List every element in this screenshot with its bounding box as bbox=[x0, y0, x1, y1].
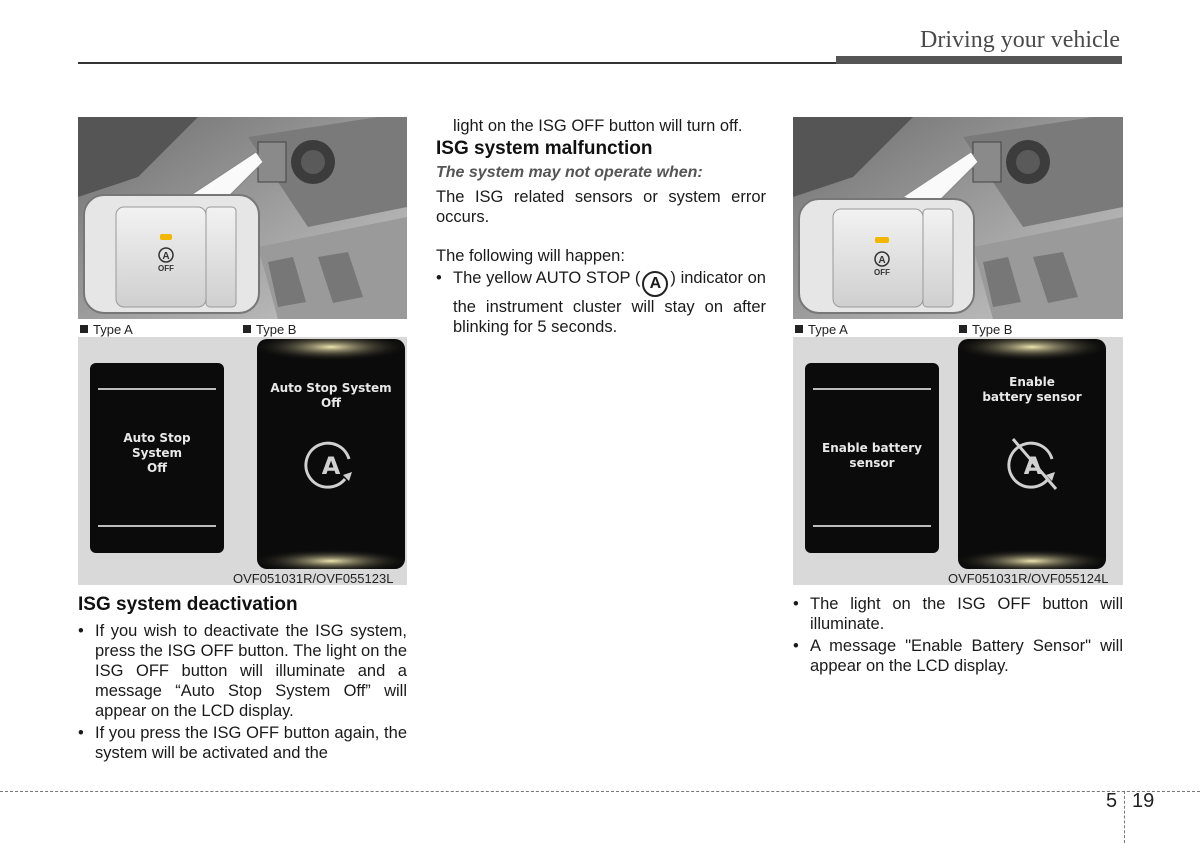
lcd-display-type-b bbox=[257, 339, 405, 569]
header-rule bbox=[78, 62, 838, 64]
list-item: • The yellow AUTO STOP ( A ) indicator on the instrument cluster will stay on after blinking for 5 seconds. bbox=[436, 268, 766, 337]
isg-off-button-label: OFF bbox=[874, 268, 890, 277]
footer-page-separator bbox=[1124, 791, 1125, 843]
lcd-display-type-a bbox=[805, 363, 939, 553]
svg-text:A: A bbox=[162, 251, 170, 262]
isg-button-photo-left bbox=[78, 117, 407, 319]
heading-isg-deactivation: ISG system deactivation bbox=[78, 594, 298, 615]
lcd-message: Auto Stop System Off bbox=[270, 381, 392, 410]
list-item: • A message "Enable Battery Sensor" will appear on the LCD display. bbox=[793, 636, 1123, 676]
dashboard-illustration bbox=[793, 117, 1123, 319]
lcd-figure-left bbox=[78, 337, 407, 585]
isg-off-button-label: OFF bbox=[158, 264, 174, 273]
svg-text:A: A bbox=[321, 452, 341, 480]
caption-type-b-left: Type B bbox=[243, 322, 296, 337]
caption-type-a-left: Type A bbox=[80, 322, 133, 337]
list-item: • If you wish to deactivate the ISG system, press the ISG OFF button. The light on the ISG OFF button will illuminate and a message “Auto Stop System Off” will appear on the LCD display. bbox=[78, 621, 407, 721]
lcd-divider bbox=[98, 525, 216, 527]
svg-text:A: A bbox=[1023, 452, 1043, 480]
battery-sensor-bullets bbox=[793, 594, 1123, 678]
svg-text:A: A bbox=[878, 255, 886, 266]
caption-type-b-right: Type B bbox=[959, 322, 1012, 337]
list-item: • If you press the ISG OFF button again, the system will be activated and the bbox=[78, 723, 407, 763]
lcd-figure-right bbox=[793, 337, 1123, 585]
auto-stop-icon: A bbox=[642, 271, 668, 297]
lcd-display-type-b bbox=[958, 339, 1106, 569]
heading-isg-malfunction: ISG system malfunction bbox=[436, 138, 653, 159]
auto-stop-disabled-icon bbox=[958, 339, 1106, 569]
lcd-message: Enable battery sensor bbox=[982, 375, 1082, 404]
subheading-may-not-operate: The system may not operate when: bbox=[436, 164, 703, 181]
lcd-divider bbox=[813, 388, 931, 390]
deactivation-bullets bbox=[78, 621, 407, 765]
isg-button-photo-right bbox=[793, 117, 1123, 319]
figure-code-right: OVF051031R/OVF055124L bbox=[948, 571, 1109, 586]
square-bullet-icon bbox=[80, 325, 88, 333]
lcd-message: Auto Stop System Off bbox=[123, 431, 191, 475]
footer-divider bbox=[0, 791, 1200, 792]
section-number: 5 bbox=[1106, 790, 1118, 812]
auto-stop-icon bbox=[257, 339, 405, 569]
malfunction-bullets bbox=[436, 268, 766, 339]
page-header-title: Driving your vehicle bbox=[920, 27, 1120, 53]
square-bullet-icon bbox=[959, 325, 967, 333]
lcd-message: Enable battery sensor bbox=[822, 441, 922, 470]
lcd-display-type-a bbox=[90, 363, 224, 553]
header-rule-accent bbox=[836, 56, 1122, 64]
square-bullet-icon bbox=[795, 325, 803, 333]
lcd-divider bbox=[98, 388, 216, 390]
list-item: • The light on the ISG OFF button will illuminate. bbox=[793, 594, 1123, 634]
continuation-text: light on the ISG OFF button will turn off. bbox=[453, 117, 743, 135]
paragraph-following: The following will happen: bbox=[436, 247, 625, 265]
page-number: 19 bbox=[1132, 790, 1155, 812]
lcd-divider bbox=[813, 525, 931, 527]
paragraph-sensor-error: The ISG related sensors or system error occurs. bbox=[436, 188, 766, 226]
dashboard-illustration bbox=[78, 117, 407, 319]
figure-code-left: OVF051031R/OVF055123L bbox=[233, 571, 394, 586]
caption-type-a-right: Type A bbox=[795, 322, 848, 337]
square-bullet-icon bbox=[243, 325, 251, 333]
